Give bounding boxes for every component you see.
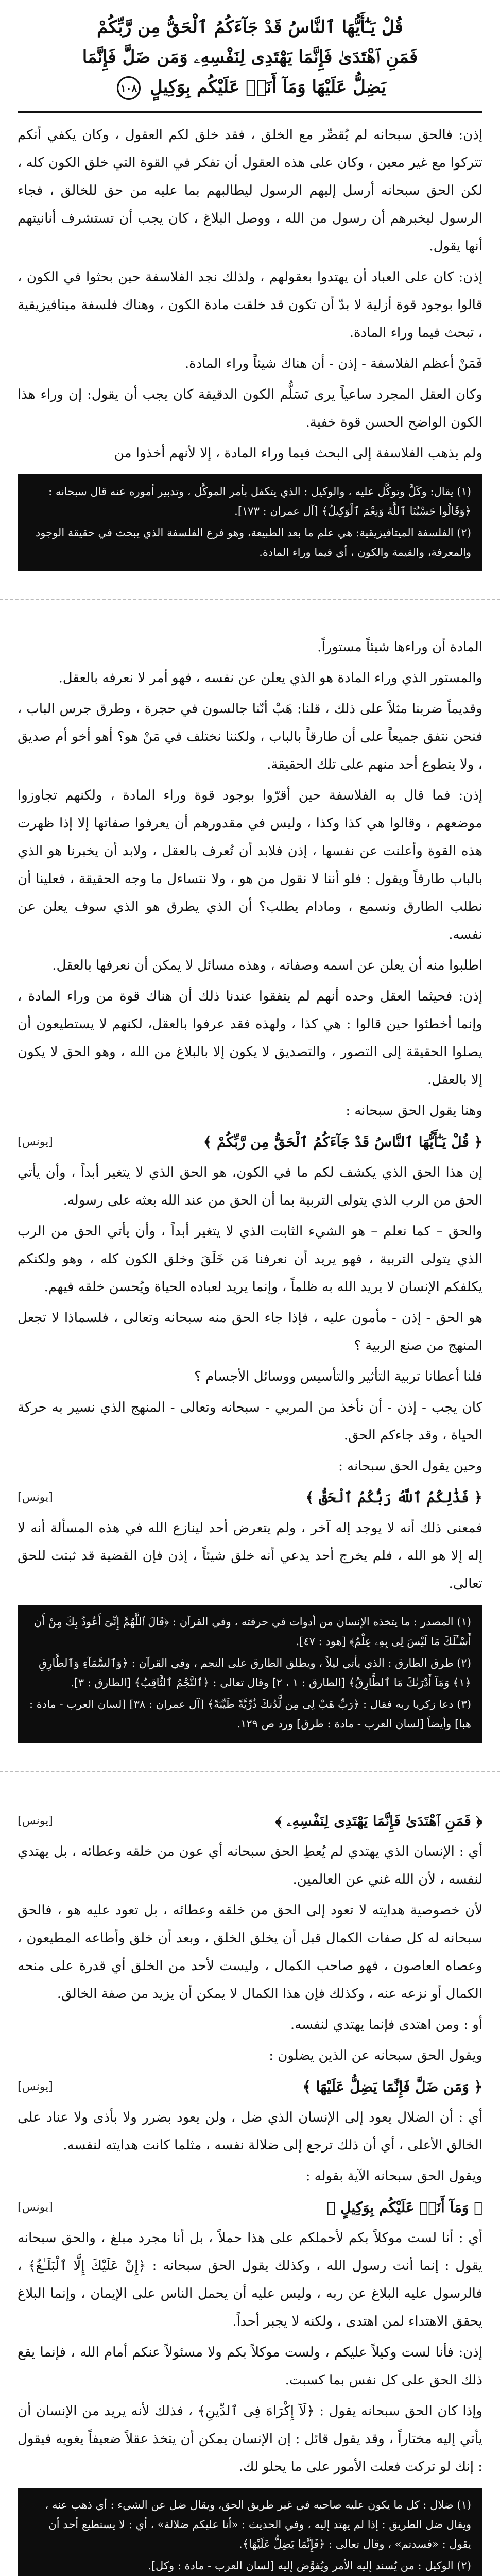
paragraph: إذن: فالحق سبحانه لم يُقصِّر مع الخلق ، فقد خلق لكم العقول ، وكان يكفي أنكم تتركوا مع غير معين ، وكان على هذه العقول أن تفكر في القوة التي خلق الكون كله ، لكن الحق سبحانه أرسل إليهم الرسول ليطالبهم بما عليه من حق للخالق ، فجاء الرسول ليخبرهم أن رسول من الله ، ووصل البلاغ ، كان يجب أن تستشرف أنانيتهم أنها يقول. <box>18 127 482 254</box>
ayah-line <box>23 72 477 102</box>
footnote: (٢) طرق الطارق : الذي يأتي ليلاً ، ويطلق الطارق على النجم ، وفي القرآن : ﴿وَٱلسَّمَآءِ وَٱلطَّارِقِ ﴿١﴾ وَمَآ أَدْرَىٰكَ مَا ٱلطَّارِقُ﴾ [الطارق : ١ ، ٢] وقال تعالى : ﴿ٱلنَّجْمُ ٱلثَّاقِبُ﴾ [الطارق : ٣]. <box>39 1657 471 1689</box>
page-3 <box>0 1795 500 2576</box>
paragraph: أي : الإنسان الذي يهتدي لم يُعطِ الحق سبحانه أي عون من خلقه وعطائه ، بل يهتدي لنفسه ، لأن الله غني عن العالمين. <box>18 1844 482 1887</box>
verse-ref: [يونس] <box>18 1815 53 1827</box>
paragraph: وإذا كان الحق سبحانه يقول : ﴿لَآ إِكْرَاهَ فِى ٱلدِّينِ﴾ ، فذلك لأنه يريد من الإنسان أن يأتي إليه مختاراً ، وقد يقول قائل : إن الإنسان يمكن أن يتخذ عقلاً ضعيفاً يغويه فيقول : إنك لو تركت فعلت الأمور على ما يحلو لك. <box>18 2403 482 2475</box>
footnote: (٣) دعا زكريا ربه فقال : ﴿رَبِّ هَبْ لِى مِن لَّدُنكَ ذُرِّيَّةً طَيِّبَةً﴾ [آل عمران : ٣٨] [لسان العرب - مادة : هبا] وأيضاً [لسان العرب - مادة : طرق] ورد ص ١٢٩. <box>29 1698 471 1730</box>
page-separator <box>0 1771 500 1790</box>
footnotes-block <box>18 474 482 571</box>
paragraph: وكان العقل المجرد ساعياً يرى تَسَلُّم الكون الدقيقة كان يجب أن يقول: إن وراء هذا الكون الواضح الحسن قوة خفية. <box>18 387 482 430</box>
paragraph: لأن خصوصية هدايته لا تعود إلى الحق من خلقه وعطائه ، بل تعود عليه هو ، فالحق سبحانه له كل صفات الكمال قبل أن يخلق الخلق ، وبعد أن خلق وأطاعه المطيعون ، وعصاه العاصون ، فهو صاحب الكمال ، وليست لأحد من الخلق أي قدرة على منحه الكمال أو نزعه عنه ، وكذلك فإن هذا الكمال لا يمكن أن يزيد من صفة الخالق. <box>18 1903 482 2002</box>
page-separator <box>0 599 500 619</box>
paragraph: المادة أن وراءها شيئاً مستوراً. <box>317 639 482 655</box>
footnote: (١) ضلال : كل ما يكون عليه صاحبه في غير طريق الحق، ويقال ضل عن الشيء : أي ذهب عنه ، ويقال ضل الطريق : إذا لم يهتد إليه ، وفي الحديث : «أنا عليكم ضلالة» ، أي : لا يستطيع أحد أن يقول : «فسدتم» ، وقال تعالى : ﴿فَإِنَّمَا يَضِلُّ عَلَيْهَا﴾. <box>45 2499 471 2550</box>
paragraph: ويقول الحق سبحانه عن الذين يضلون : <box>269 2048 482 2063</box>
verse-ref: [يونس] <box>18 2201 53 2214</box>
paragraph: والحق – كما نعلم – هو الشيء الثابت الذي لا يتغير أبداً ، وأن يأتي الحق من الرب الذي يتولى التربية ، فهو يريد أن نعرفنا مَن خَلَقَ وخلق الكون كله ، وهو ولكنكم يكلفكم الإنسان لا يريد الله به ظلماً ، وإنما يريد لعباده الحياة ويُحسن خلقه فيهم. <box>18 1224 482 1295</box>
verse-text: ﴿ فَذَٰلِكُمُ ٱللَّهُ رَبُّكُمُ ٱلْحَقُّ ﴾ <box>305 1489 482 1506</box>
quoted-verse <box>18 2073 482 2102</box>
paragraph: ويقول الحق سبحانه الآية بقوله : <box>305 2168 482 2184</box>
paragraph: وقديماً ضربنا مثلاً على ذلك ، قلنا: هَبْ أنّنا جالسون في حجرة ، وطرق جرس الباب ، فنحن نتفق جميعاً على أن طارقاً بالباب ، ولكننا نختلف في مَنْ هو؟ أهو أخو أم صديق ، ولا يتطوع أحد منهم على تلك الحقيقة. <box>18 701 482 772</box>
ayah-number-badge: ١٠٨ <box>117 76 141 100</box>
verse-text: ﴿ قُلْ يَـٰٓأَيُّهَا ٱلنَّاسُ قَدْ جَآءَكُمُ ٱلْحَقُّ مِن رَّبِّكُمْ ﴾ <box>203 1133 482 1150</box>
paragraph: إذن: فما قال به الفلاسفة حين أقرّوا بوجود قوة وراء المادة ، ولكنهم تجاوزوا موضعهم ، وقالوا هي كذا وكذا ، وليس في مقدورهم أن يعرفوا صفاتها إلا إذا ظهرت هذه القوة وأعلنت عن نفسها ، إذن فلابد أن تُعرف بالعقل ، ولابد أن يخبرنا هو الذي بالباب طارقاً ويقول : فلو أننا لا نقول من هو ، ولا نتساءل ما وجه الحقيقة ، فعلينا أن نطلب الطارق ونسمع ، ومادام يطلب؟ أن الذي يطرق هو الذي سوف يعلن عن نفسه. <box>18 788 482 942</box>
paragraph: اطلبوا منه أن يعلن عن اسمه وصفاته ، وهذه مسائل لا يمكن أن نعرفها بالعقل. <box>52 958 482 973</box>
paragraph: إذن: كان على العباد أن يهتدوا بعقولهم ، ولذلك نجد الفلاسفة حين بحثوا في الكون ، قالوا بوجود قوة أزلية لا بدّ أن تكون قد خلقت مادة الكون ، وهناك فلسفة ميتافيزيقية ، تبحث فيما وراء المادة. <box>18 269 482 341</box>
quoted-verse <box>18 2193 482 2222</box>
paragraph: وهنا يقول الحق سبحانه : <box>346 1103 482 1118</box>
page-1 <box>0 0 500 586</box>
paragraph: والمستور الذي وراء المادة هو الذي يعلن عن نفسه ، فهو أمر لا نعرفه بالعقل. <box>58 670 482 686</box>
ayah-line-text: يَضِلُّ عَلَيْهَا وَمَآ أَنَا۠ عَلَيْكُم بِوَكِيلٍ <box>149 77 386 97</box>
paragraph: أي : أنا لست موكلاً بكم لأحملكم على هذا حملاً ، بل أنا مجرد مبلغ ، والحق سبحانه يقول : إنما أنت رسول الله ، وكذلك يقول الحق سبحانه : ﴿إِنْ عَلَيْكَ إِلَّا ٱلْبَلَـٰغُ﴾ ، فالرسول عليه البلاغ عن ربه ، وليس عليه أن يحمل الناس على الإيمان ، وإنما البلاغ يحقق الاهتداء لمن اهتدى ، ولكنه لا يجبر أحداً. <box>18 2230 482 2329</box>
paragraph: فلنا أعطانا تربية التأثير والتأسيس ووسائل الأجسام ؟ <box>194 1369 482 1384</box>
footnotes-block <box>18 1605 482 1743</box>
paragraph: هو الحق - إذن - مأمون عليه ، فإذا جاء الحق منه سبحانه وتعالى ، فلسماذا لا تجعل المنهج من صنع الربية ؟ <box>18 1310 482 1353</box>
footnote: (١) يقال: وكَلَّ وتوكَّل عليه ، والوكيل : الذي يتكفل بأمر الموكَّل ، وتدبير أموره عنه قال سبحانه : ﴿وَقَالُوا حَسْبُنَا ٱللَّهُ وَنِعْمَ ٱلْوَكِيلُ﴾ [آل عمران : ١٧٣]. <box>48 485 471 517</box>
paragraph: ولم يذهب الفلاسفة إلى البحث فيما وراء المادة ، إلا لأنهم أخذوا من <box>114 446 482 461</box>
verse-text: ﴿ وَمَآ أَنَا۠ عَلَيْكُم بِوَكِيلٍ ﴾ <box>326 2199 482 2216</box>
verse-text: ﴿ وَمَن ضَلَّ فَإِنَّمَا يَضِلُّ عَلَيْهَا ﴾ <box>302 2078 482 2095</box>
verse-ref: [يونس] <box>18 2080 53 2093</box>
ayah-banner <box>18 9 482 107</box>
footnote: (٢) الوكيل : من يُسند إليه الأمر ويُفوَّض إليه [لسان العرب - مادة : وكل]. <box>148 2560 471 2572</box>
footnote: (١) المصدر : ما يتخذه الإنسان من أدوات في حرفته ، وفي القرآن : ﴿قَالَ ٱللَّهُمَّ إِنِّىٓ أَعُوذُ بِكَ مِنْ أَن أَسْـَٔلَكَ مَا لَيْسَ لِى بِهِۦ عِلْمٌ﴾ [هود : ٤٧]. <box>33 1616 471 1648</box>
quoted-verse <box>18 1807 482 1836</box>
quoted-verse <box>18 1483 482 1512</box>
ayah-line: قُلْ يَـٰٓأَيُّهَا ٱلنَّاسُ قَدْ جَآءَكُمُ ٱلْحَقُّ مِن رَّبِّكُمْ <box>97 17 403 38</box>
paragraph: إذن: فحيثما العقل وحده أنهم لم يتفقوا عندنا ذلك أن هناك قوة من وراء المادة ، وإنما أخطئوا حين قالوا : هي كذا ، ولهذه فقد عرفوا بالعقل، لكنهم لا يستطيعون أن يصلوا الحقيقة إلى التصور ، والتصديق لا يكون إلا بالبلاغ من الله ، وهو الحق لا يكون إلا بالعقل. <box>18 989 482 1088</box>
paragraph: أي : أن الضلال يعود إلى الإنسان الذي ضل ، ولن يعود بضرر ولا بأذى ولا عناد على الخالق الأعلى ، أي أن ذلك ترجع إلى ضلالة نفسه ، مثلما كانت هدايته لنفسه. <box>18 2110 482 2153</box>
divider <box>18 111 482 113</box>
page-2 <box>0 624 500 1757</box>
paragraph: كان يجب - إذن - أن نأخذ من المربي - سبحانه وتعالى - المنهج الذي نسير به حركة الحياة ، وقد جاءكم الحق. <box>18 1400 482 1443</box>
quoted-verse <box>18 1128 482 1157</box>
verse-text: ﴿ فَمَنِ ٱهْتَدَىٰ فَإِنَّمَا يَهْتَدِى لِنَفْسِهِۦ ﴾ <box>275 1812 482 1829</box>
paragraph: إذن: فأنا لست وكيلاً عليكم ، ولست موكلاً بكم ولا مسئولاً عنكم أمام الله ، فإنما يقع ذلك الحق على كل نفس بما كسبت. <box>18 2345 482 2388</box>
verse-ref: [يونس] <box>18 1136 53 1148</box>
footnotes-block <box>18 2488 482 2576</box>
verse-ref: [يونس] <box>18 1491 53 1504</box>
footnote: (٢) الفلسفة الميتافيزيقية: هي علم ما بعد الطبيعة، وهو فرع الفلسفة الذي يبحث في حقيقة الوجود والمعرفة، والقيمة والكون ، أي فيما وراء المادة. <box>35 527 471 558</box>
paragraph: فَمَنْ أعظم الفلاسفة - إذن - أن هناك شيئاً وراء المادة. <box>184 356 482 371</box>
paragraph: إن هذا الحق الذي يكشف لكم ما في الكون، هو الحق الذي لا يتغير أبداً ، وأن يأتي الحق من الرب الذي يتولى التربية بما أن الحق من عند الله بعثه على رسوله. <box>18 1165 482 1208</box>
paragraph: فمعنى ذلك أنه لا يوجد إله آخر ، ولم يتعرض أحد لينازع الله في هذه المسألة أنه لا إله إلا هو الله ، فلم يخرج أحد يدعي أنه خلق شيئاً ، إذن فإن القضية قد ثبتت للحق تعالى. <box>18 1520 482 1591</box>
paragraph: وحين يقول الحق سبحانه : <box>338 1459 482 1474</box>
ayah-line: فَمَنِ ٱهْتَدَىٰ فَإِنَّمَا يَهْتَدِى لِنَفْسِهِۦ وَمَن ضَلَّ فَإِنَّمَا <box>82 47 418 67</box>
paragraph: أو : ومن اهتدى فإنما يهتدي لنفسه. <box>290 2017 482 2032</box>
